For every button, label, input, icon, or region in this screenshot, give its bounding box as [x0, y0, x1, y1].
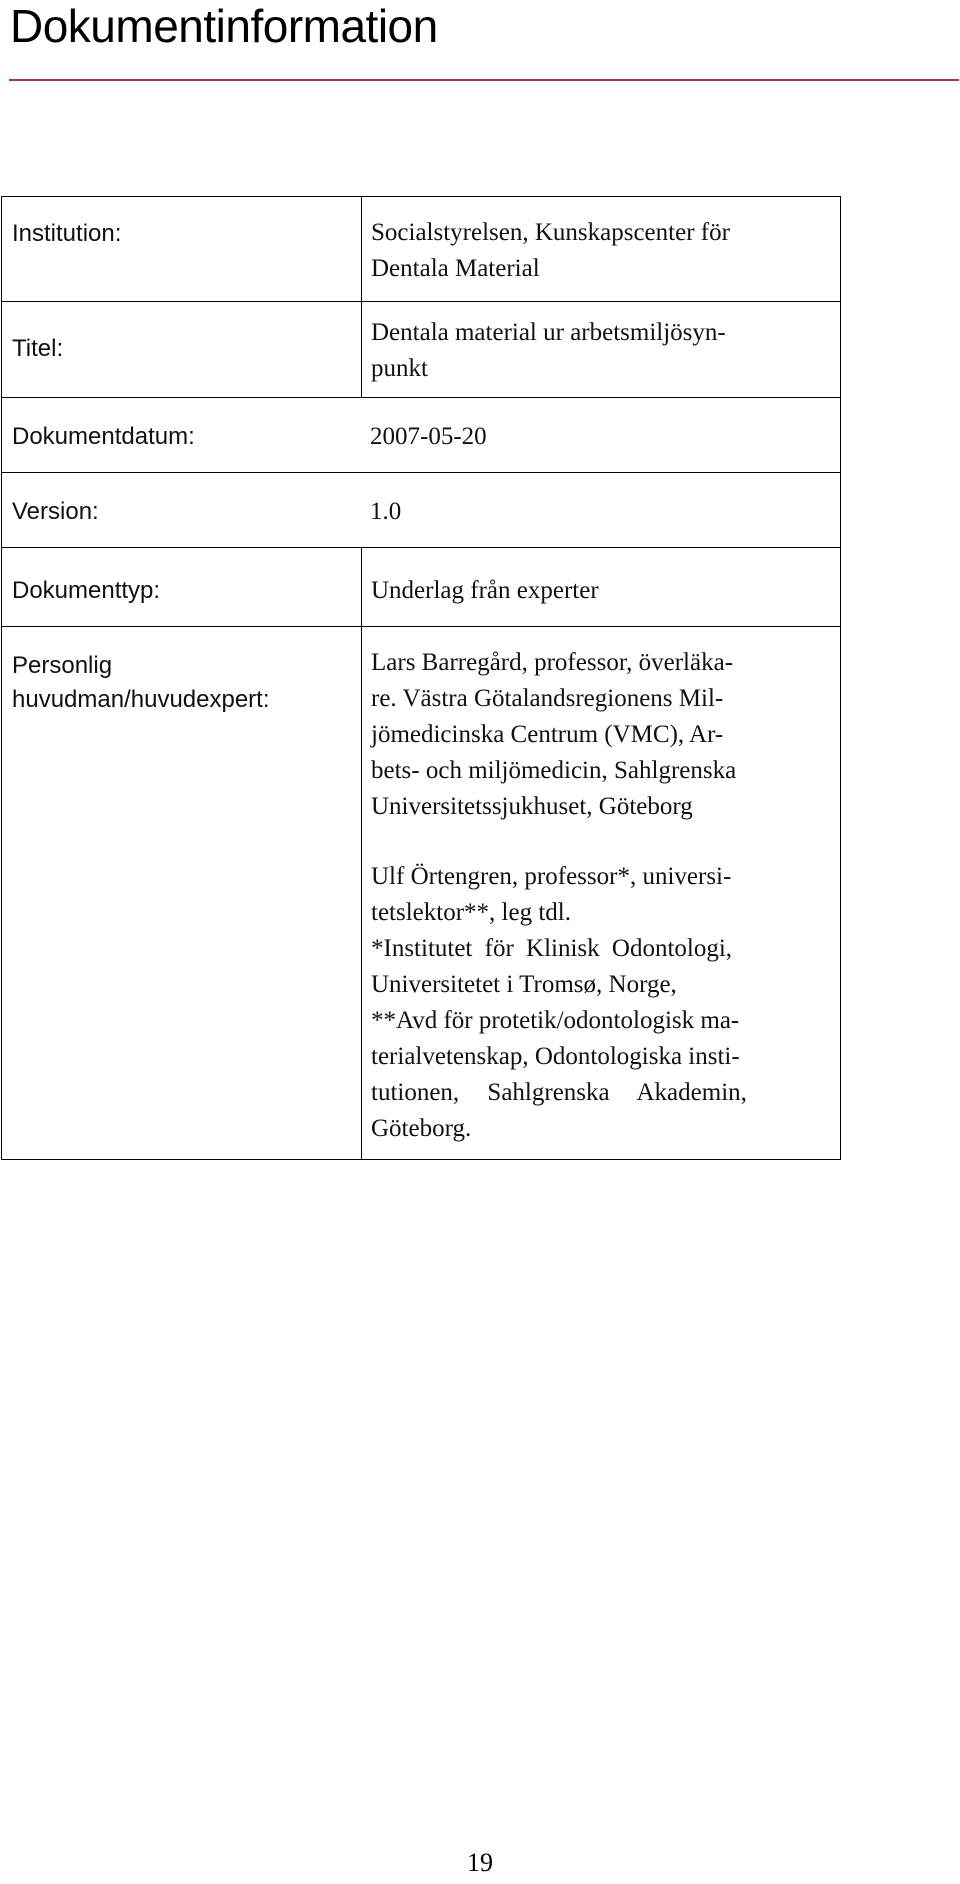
- version-label: Version:: [12, 498, 99, 525]
- heading-divider: [9, 79, 959, 81]
- page-title: Dokumentinformation: [10, 0, 438, 52]
- version-value: 1.0: [370, 498, 402, 525]
- titel-value-line1: Dentala material ur arbetsmiljösyn-: [371, 319, 726, 346]
- expert-1-block: [371, 645, 832, 825]
- personlig-label-line2: huvudman/huvudexpert:: [12, 686, 270, 713]
- row-dokumentdatum: [2, 398, 840, 473]
- expert-2-line2: tetslektor**, leg tdl.: [371, 899, 571, 926]
- expert-1-line3: jömedicinska Centrum (VMC), Ar-: [371, 721, 724, 748]
- dokumentdatum-label: Dokumentdatum:: [12, 423, 195, 450]
- expert-2-line4: Universitetet i Tromsø, Norge,: [371, 971, 677, 998]
- row-titel: [2, 302, 840, 398]
- document-info-table: [1, 196, 841, 1160]
- expert-2-line1: Ulf Örtengren, professor*, universi-: [371, 863, 732, 890]
- personlig-label-line1: Personlig: [12, 652, 113, 679]
- personlig-label: [2, 627, 361, 1159]
- row-version: [2, 473, 840, 548]
- titel-label: Titel:: [12, 335, 64, 362]
- titel-value-line2: punkt: [371, 355, 428, 382]
- personlig-value: [361, 627, 840, 1159]
- expert-1-line5: Universitetssjukhuset, Göteborg: [371, 793, 693, 820]
- page-number: 19: [467, 1848, 493, 1877]
- institution-label: Institution:: [12, 220, 122, 247]
- institution-value-line2: Dentala Material: [371, 255, 540, 282]
- row-dokumenttyp: [2, 548, 840, 627]
- institution-value-line1: Socialstyrelsen, Kunskapscenter för: [371, 219, 730, 246]
- expert-2-line8: Göteborg.: [371, 1115, 472, 1142]
- dokumenttyp-value: Underlag från experter: [361, 548, 840, 626]
- expert-1-line2: re. Västra Götalandsregionens Mil-: [371, 685, 724, 712]
- dokumentdatum-value: 2007-05-20: [370, 423, 487, 450]
- expert-2-block: [371, 859, 832, 1147]
- row-personlig: [2, 627, 840, 1159]
- expert-1-line4: bets- och miljömedicin, Sahlgrenska: [371, 757, 737, 784]
- institution-value: [361, 197, 840, 301]
- row-institution: [2, 197, 840, 302]
- expert-2-line7: tutionen, Sahlgrenska Akademin,: [371, 1079, 747, 1106]
- titel-value: [361, 302, 840, 397]
- expert-2-line5: **Avd för protetik/odontologisk ma-: [371, 1007, 740, 1034]
- expert-1-line1: Lars Barregård, professor, överläka-: [371, 649, 734, 676]
- dokumenttyp-label: Dokumenttyp:: [12, 577, 161, 604]
- expert-2-line3: *Institutet för Klinisk Odontologi,: [371, 935, 733, 962]
- expert-2-line6: terialvetenskap, Odontologiska insti-: [371, 1043, 740, 1070]
